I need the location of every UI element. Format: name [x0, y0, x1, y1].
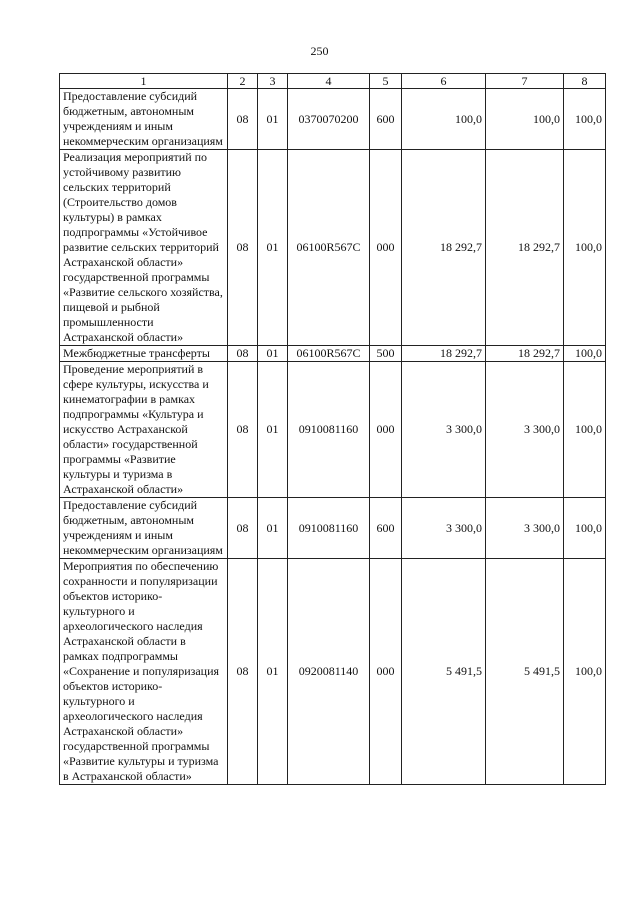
row-planned: 18 292,7 [402, 150, 486, 346]
row-target-code: 0920081140 [288, 559, 370, 785]
header-col-2: 2 [228, 74, 258, 89]
row-subsection: 01 [258, 362, 288, 498]
row-target-code: 0370070200 [288, 89, 370, 150]
row-percent: 100,0 [564, 346, 606, 362]
row-section: 08 [228, 150, 258, 346]
header-col-6: 6 [402, 74, 486, 89]
row-target-code: 06100R567C [288, 150, 370, 346]
page-number: 250 [310, 44, 329, 58]
header-row [60, 74, 606, 89]
table-row [60, 89, 606, 150]
row-target-code: 06100R567C [288, 346, 370, 362]
row-actual: 3 300,0 [486, 498, 564, 559]
row-expense-type: 000 [370, 362, 402, 498]
row-percent: 100,0 [564, 362, 606, 498]
row-actual: 100,0 [486, 89, 564, 150]
row-percent: 100,0 [564, 150, 606, 346]
header-col-4: 4 [288, 74, 370, 89]
row-section: 08 [228, 559, 258, 785]
row-percent: 100,0 [564, 498, 606, 559]
row-planned: 3 300,0 [402, 362, 486, 498]
row-expense-type: 600 [370, 89, 402, 150]
header-col-1: 1 [60, 74, 228, 89]
header-col-7: 7 [486, 74, 564, 89]
row-planned: 100,0 [402, 89, 486, 150]
row-percent: 100,0 [564, 559, 606, 785]
row-subsection: 01 [258, 346, 288, 362]
row-section: 08 [228, 89, 258, 150]
row-actual: 18 292,7 [486, 346, 564, 362]
header-col-8: 8 [564, 74, 606, 89]
row-target-code: 0910081160 [288, 362, 370, 498]
budget-table [59, 73, 606, 785]
row-description: Межбюджетные трансферты [60, 346, 228, 362]
table-row [60, 559, 606, 785]
row-planned: 3 300,0 [402, 498, 486, 559]
table-row [60, 346, 606, 362]
table-row [60, 498, 606, 559]
row-actual: 5 491,5 [486, 559, 564, 785]
row-expense-type: 000 [370, 150, 402, 346]
table-row [60, 362, 606, 498]
row-target-code: 0910081160 [288, 498, 370, 559]
row-planned: 5 491,5 [402, 559, 486, 785]
row-section: 08 [228, 362, 258, 498]
row-section: 08 [228, 498, 258, 559]
row-subsection: 01 [258, 498, 288, 559]
header-col-3: 3 [258, 74, 288, 89]
row-expense-type: 500 [370, 346, 402, 362]
row-description: Предоставление субсидий бюджетным, автономным учреждениям и иным некоммерческим организациям [60, 498, 228, 559]
row-description: Мероприятия по обеспечению сохранности и популяризации объектов историко-культурного и археологического наследия Астраханской области в рамках подпрограммы «Сохранение и популяризация объектов историко-культурного и археологического наследия Астраханской области» государственной программы «Развитие культуры и туризма в Астраханской области» [60, 559, 228, 785]
row-description: Проведение мероприятий в сфере культуры, искусства и кинематографии в рамках подпрограммы «Культура и искусство Астраханской области» государственной программы «Развитие культуры и туризма в Астраханской области» [60, 362, 228, 498]
row-actual: 18 292,7 [486, 150, 564, 346]
header-col-5: 5 [370, 74, 402, 89]
row-description: Предоставление субсидий бюджетным, автономным учреждениям и иным некоммерческим организациям [60, 89, 228, 150]
table-row [60, 150, 606, 346]
row-percent: 100,0 [564, 89, 606, 150]
row-section: 08 [228, 346, 258, 362]
row-actual: 3 300,0 [486, 362, 564, 498]
row-planned: 18 292,7 [402, 346, 486, 362]
row-description: Реализация мероприятий по устойчивому развитию сельских территорий (Строительство домов культуры) в рамках подпрограммы «Устойчивое развитие сельских территорий Астраханской области» государственной программы «Развитие сельского хозяйства, пищевой и рыбной промышленности Астраханской области» [60, 150, 228, 346]
row-subsection: 01 [258, 559, 288, 785]
row-expense-type: 600 [370, 498, 402, 559]
row-expense-type: 000 [370, 559, 402, 785]
row-subsection: 01 [258, 150, 288, 346]
row-subsection: 01 [258, 89, 288, 150]
